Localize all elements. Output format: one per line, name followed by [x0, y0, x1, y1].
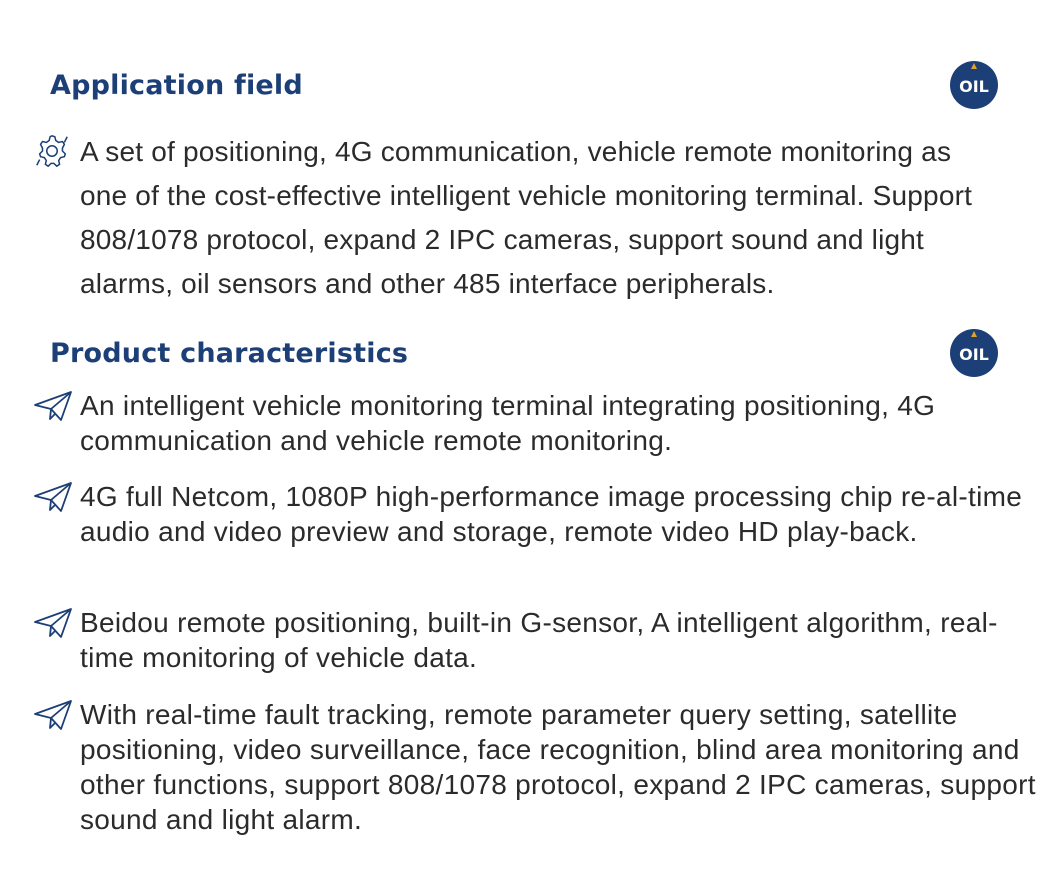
oil-logo-text: OIL — [959, 345, 989, 364]
section-title-characteristics: Product characteristics — [50, 338, 409, 369]
paper-plane-icon — [33, 390, 73, 422]
paper-plane-icon — [33, 481, 73, 513]
feature-item: Beidou remote positioning, built-in G-sensor, A intelligent algorithm, real-time monitoring of vehicle data. — [80, 607, 998, 673]
paper-plane-icon — [33, 699, 73, 731]
feature-item: With real-time fault tracking, remote parameter query setting, satellite positioning, video surveillance, face recognition, blind area monitoring and other functions, support 808/1078 protocol, expand 2 IPC cameras, support sound and light alarm. — [80, 699, 1036, 835]
paper-plane-icon — [33, 607, 73, 639]
gear-icon — [33, 132, 71, 170]
oil-logo-icon — [949, 60, 999, 110]
oil-logo-icon — [949, 328, 999, 378]
application-description: A set of positioning, 4G communication, vehicle remote monitoring as one of the cost-effective intelligent vehicle monitoring terminal. Support 808/1078 protocol, expand 2 IPC cameras, support sound and light alarms, oil sensors and other 485 interface peripherals. — [80, 136, 973, 299]
feature-item: An intelligent vehicle monitoring terminal integrating positioning, 4G communication and vehicle remote monitoring. — [80, 390, 936, 456]
feature-item: 4G full Netcom, 1080P high-performance image processing chip re-al-time audio and video preview and storage, remote video HD play-back. — [80, 481, 1023, 547]
oil-logo-text: OIL — [959, 77, 989, 96]
section-title-application: Application field — [50, 70, 303, 101]
